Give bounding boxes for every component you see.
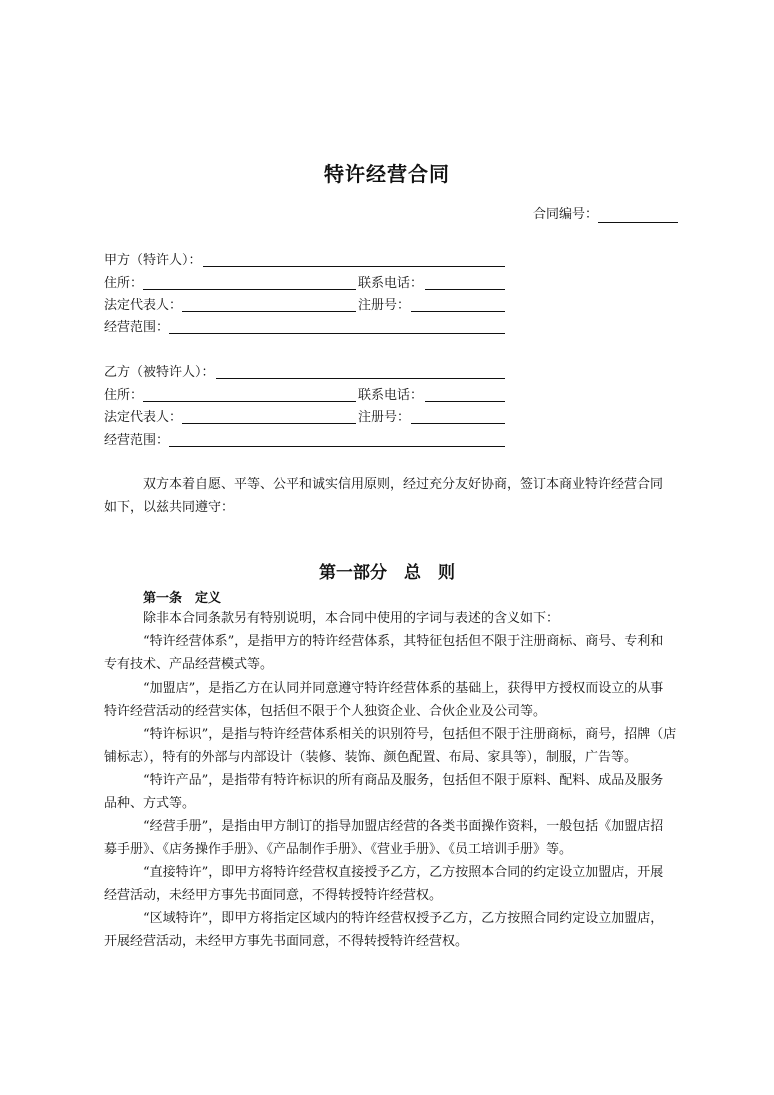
body-line: “特许标识”，是指与特许经营体系相关的识别符号，包括但不限于注册商标，商号，招牌（店 xyxy=(143,727,677,742)
body-line: “加盟店”，是指乙方在认同并同意遵守特许经营体系的基础上，获得甲方授权而设立的从事 xyxy=(143,681,664,696)
party-a-phone-label: 联系电话： xyxy=(358,276,424,291)
party-b-phone-label: 联系电话： xyxy=(358,388,424,403)
party-b-address-label: 住所： xyxy=(104,388,144,403)
party-a-scope-blank[interactable] xyxy=(169,333,505,334)
body-line: 品种、方式等。 xyxy=(104,796,196,811)
party-b-phone-blank[interactable] xyxy=(425,401,505,402)
party-b-label: 乙方（被特许人）： xyxy=(104,365,215,380)
party-b-rep-label: 法定代表人： xyxy=(104,410,183,425)
party-a-reg-label: 注册号： xyxy=(358,298,411,313)
body-line: 专有技术、产品经营模式等。 xyxy=(104,657,274,672)
contract-number-label: 合同编号： xyxy=(533,207,599,222)
party-a-phone-blank[interactable] xyxy=(425,289,505,290)
party-a-reg-blank[interactable] xyxy=(411,311,505,312)
party-b-reg-blank[interactable] xyxy=(411,423,505,424)
body-line: “区域特许”，即甲方将指定区域内的特许经营权授予乙方，乙方按照合同约定设立加盟店， xyxy=(143,911,664,926)
party-a-rep-label: 法定代表人： xyxy=(104,298,183,313)
party-a-address-blank[interactable] xyxy=(143,289,356,290)
party-a-scope-label: 经营范围： xyxy=(104,320,170,335)
body-line: “经营手册”，是指由甲方制订的指导加盟店经营的各类书面操作资料，一般包括《加盟店招 xyxy=(143,819,664,834)
body-line: 开展经营活动，未经甲方事先书面同意，不得转授特许经营权。 xyxy=(104,934,469,949)
body-line: 经营活动，未经甲方事先书面同意，不得转授特许经营权。 xyxy=(104,888,443,903)
body-line: “特许产品”，是指带有特许标识的所有商品及服务，包括但不限于原料、配料、成品及服务 xyxy=(143,773,664,788)
party-b-scope-label: 经营范围： xyxy=(104,433,170,448)
party-b-reg-label: 注册号： xyxy=(358,410,411,425)
body-line: 特许经营活动的经营实体，包括但不限于个人独资企业、合伙企业及公司等。 xyxy=(104,704,547,719)
body-line: “特许经营体系”，是指甲方的特许经营体系，其特征包括但不限于注册商标、商号、专利和 xyxy=(143,634,664,649)
body-line: 铺标志），特有的外部与内部设计（装修、装饰、颜色配置、布局、家具等），制服，广告等。 xyxy=(104,750,638,765)
preamble-line-1: 双方本着自愿、平等、公平和诚实信用原则，经过充分友好协商，签订本商业特许经营合同 xyxy=(143,477,664,492)
party-a-rep-blank[interactable] xyxy=(182,311,356,312)
body-line: 除非本合同条款另有特别说明，本合同中使用的字词与表述的含义如下： xyxy=(143,611,560,626)
party-b-scope-blank[interactable] xyxy=(169,446,505,447)
party-b-address-blank[interactable] xyxy=(143,401,356,402)
article-number: 第一条 xyxy=(143,591,183,606)
contract-number-blank[interactable] xyxy=(598,222,678,223)
body-line: “直接特许”，即甲方将特许经营权直接授予乙方，乙方按照本合同的约定设立加盟店，开展 xyxy=(143,865,664,880)
party-b-blank[interactable] xyxy=(216,378,505,379)
body-line: 募手册》、《店务操作手册》、《产品制作手册》、《营业手册》、《员工培训手册》等。 xyxy=(104,842,573,857)
party-a-label: 甲方（特许人）： xyxy=(104,253,202,268)
preamble-line-2: 如下，以兹共同遵守： xyxy=(104,500,235,515)
party-a-blank[interactable] xyxy=(203,266,505,267)
article-title: 定义 xyxy=(195,591,222,606)
party-a-address-label: 住所： xyxy=(104,276,144,291)
section-title: 第一部分 总 则 xyxy=(319,563,455,583)
party-b-rep-blank[interactable] xyxy=(182,423,356,424)
document-title: 特许经营合同 xyxy=(324,162,450,186)
